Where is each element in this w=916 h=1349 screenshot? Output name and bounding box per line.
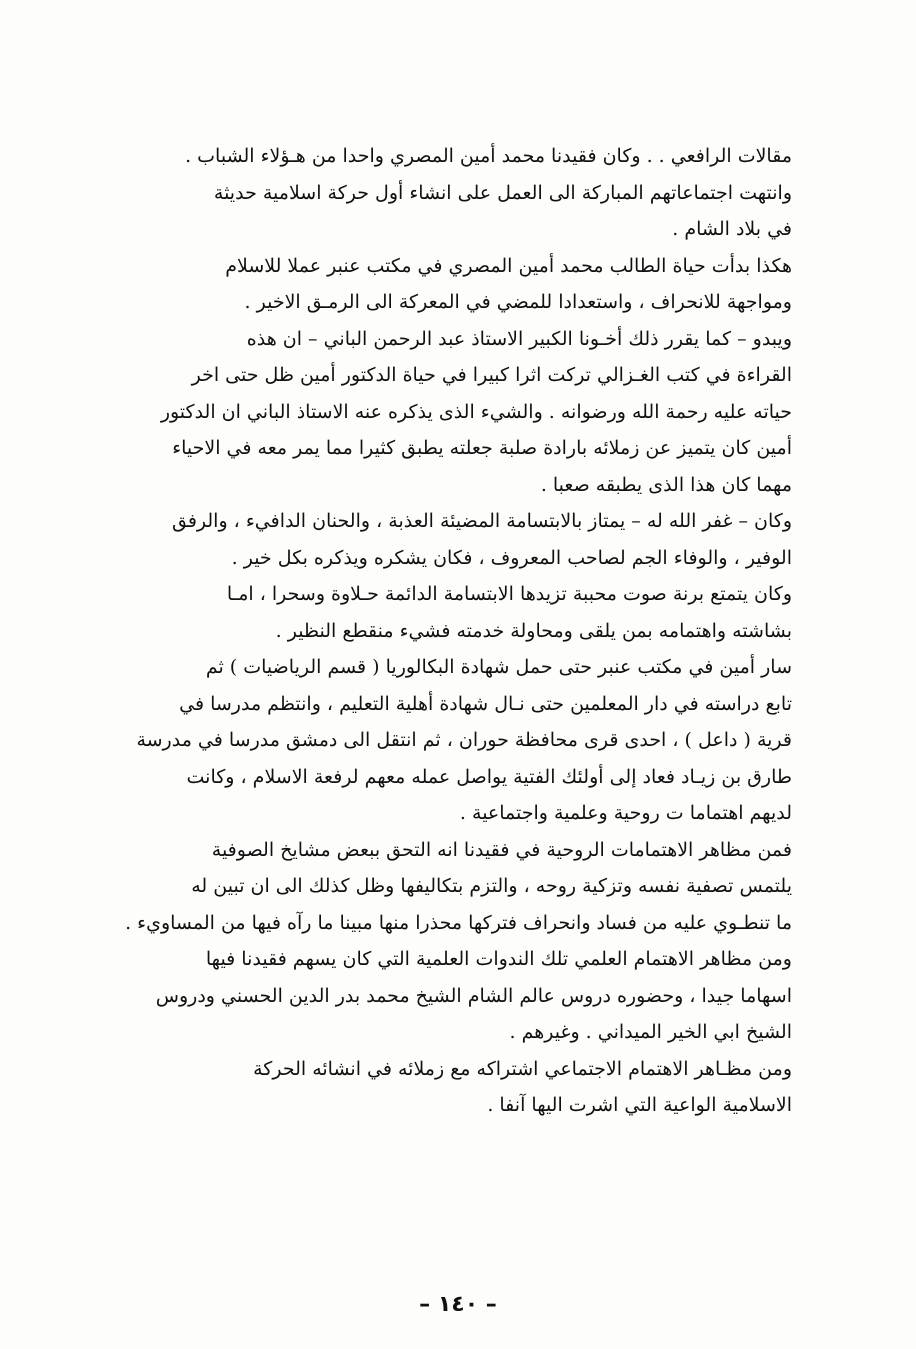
body-text [70, 138, 792, 1124]
text-line: هكذا بدأت حياة الطالب محمد أمين المصري في مكتب عنبر عملا للاسلام [225, 254, 792, 277]
text-line: يلتمس تصفية نفسه وتزكية روحه ، والتزم بتكاليفها وظل كذلك الى ان تبين له [191, 875, 792, 897]
text-line: الاسلامية الواعية التي اشرت اليها آنفا . [487, 1094, 792, 1116]
text-line: ومن مظاهر الاهتمام العلمي تلك الندوات العلمية التي كان يسهم فقيدنا فيها [205, 948, 792, 970]
text-line: وكان يتمتع برنة صوت محببة تزيدها الابتسامة الدائمة حـلاوة وسحرا ، امـا [226, 583, 792, 605]
text-line: الوفير ، والوفاء الجم لصاحب المعروف ، فكان يشكره ويذكره بكل خير . [231, 546, 792, 569]
page-number: – ١٤٠ – [419, 1292, 497, 1317]
text-line: في بلاد الشام . [672, 218, 792, 240]
text-line: وكان – غفر الله له – يمتاز بالابتسامة المضيئة العذبة ، والحنان الدافيء ، والرفق [171, 510, 792, 532]
text-line: اسهاما جيدا ، وحضوره دروس عالم الشام الشيخ محمد بدر الدين الحسني ودروس [155, 984, 792, 1007]
text-line: طارق بن زيـاد فعاد إلى أولئك الفتية يواصل عمله معهم لرفعة الاسلام ، وكانت [186, 765, 792, 788]
text-line: ويبدو – كما يقرر ذلك أخـونا الكبير الاستاذ عبد الرحمن الباني – ان هذه [246, 327, 792, 350]
text-line: ما تنطـوي عليه من فساد وانحراف فتركها محذرا منها مبينا ما رآه فيها من المساويء . [125, 911, 792, 934]
text-line: مقالات الرافعي . . وكان فقيدنا محمد أمين المصري واحدا من هـؤلاء الشباب . [185, 145, 792, 167]
text-line: حياته عليه رحمة الله ورضوانه . والشيء الذى يذكره عنه الاستاذ الباني ان الدكتور [160, 400, 792, 423]
text-line: الشيخ ابي الخير الميداني . وغيرهم . [509, 1021, 792, 1043]
text-line: مهما كان هذا الذى يطبقه صعبا . [540, 473, 792, 496]
text-line: تابع دراسته في دار المعلمين حتى نـال شهادة أهلية التعليم ، وانتظم مدرسا في [179, 692, 792, 715]
text-line: ومن مظـاهر الاهتمام الاجتماعي اشتراكه مع زملائه في انشائه الحركة [253, 1057, 792, 1080]
text-line: بشاشته واهتمامه بمن يلقى ومحاولة خدمته فشيء منقطع النظير . [275, 619, 792, 642]
text-line: أمين كان يتميز عن زملائه بارادة صلبة جعلته يطبق كثيرا مما يمر معه في الاحياء [172, 437, 792, 459]
text-line: وانتهت اجتماعاتهم المباركة الى العمل على انشاء أول حركة اسلامية حديثة [213, 181, 792, 204]
text-line: فمن مظاهر الاهتمامات الروحية في فقيدنا انه التحق ببعض مشايخ الصوفية [211, 838, 792, 861]
text-line: لديهم اهتماما ت روحية وعلمية واجتماعية . [459, 802, 792, 824]
text-line: ومواجهة للانحراف ، واستعدادا للمضي في المعركة الى الرمـق الاخير . [244, 291, 792, 313]
text-line: القراءة في كتب الغـزالي تركت اثرا كبيرا في حياة الدكتور أمين ظل حتى اخر [191, 364, 792, 386]
text-line: سار أمين في مكتب عنبر حتى حمل شهادة البكالوريا ( قسم الرياضيات ) ثم [205, 656, 792, 678]
text-line: قرية ( داعل ) ، احدى قرى محافظة حوران ، ثم انتقل الى دمشق مدرسا في مدرسة [136, 729, 792, 751]
